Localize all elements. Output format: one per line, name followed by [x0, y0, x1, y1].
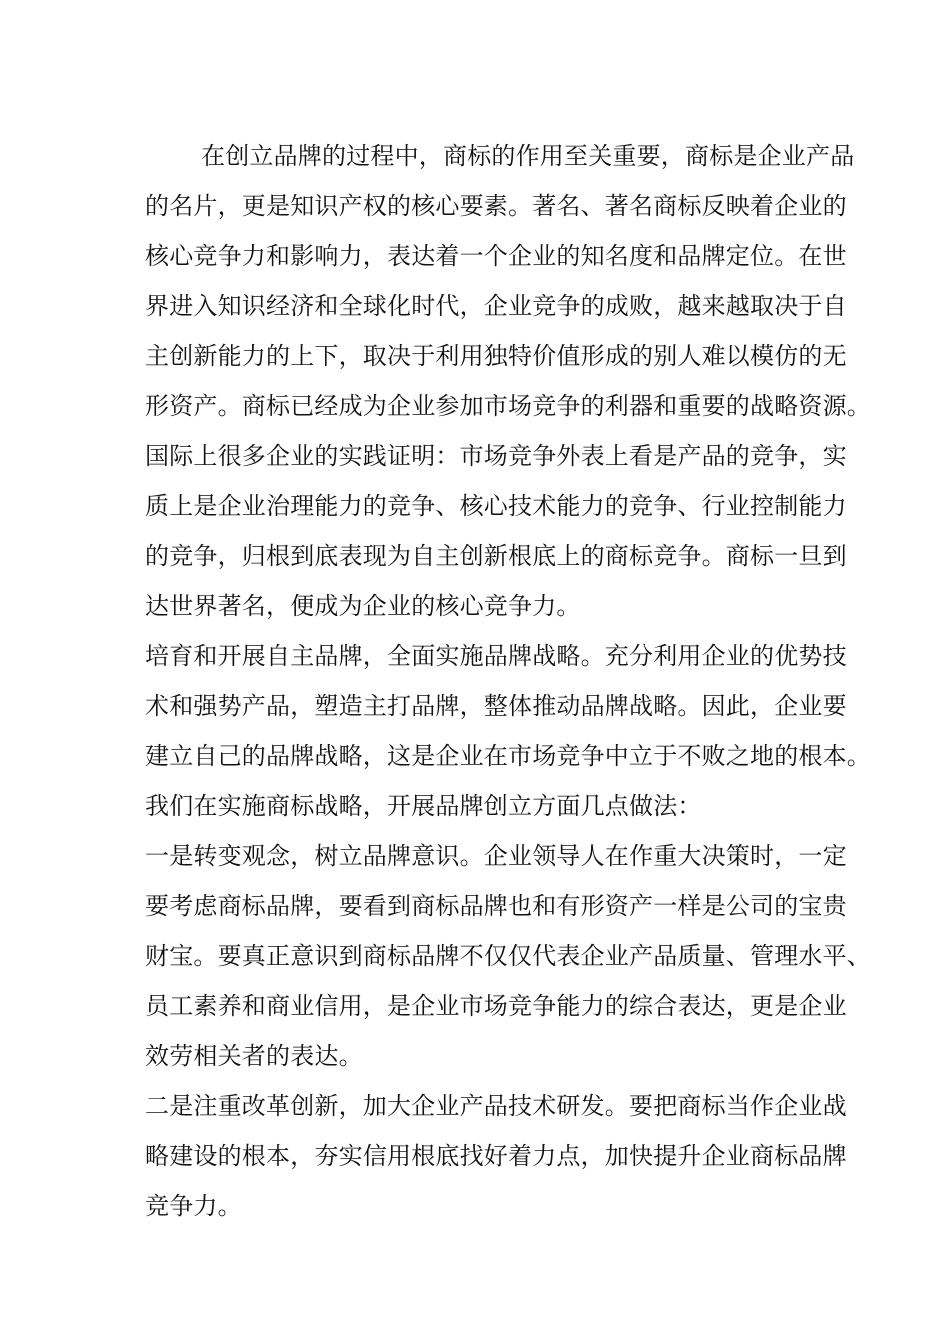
document-body	[145, 131, 871, 1231]
text-line: 达世界著名，便成为企业的核心竞争力。	[145, 592, 581, 620]
text-line: 一是转变观念，树立品牌意识。企业领导人在作重大决策时，一定	[145, 842, 847, 870]
text-line: 形资产。商标已经成为企业参加市场竞争的利器和重要的战略资源。	[145, 392, 871, 420]
text-line: 二是注重改革创新，加大企业产品技术研发。要把商标当作企业战	[145, 1092, 847, 1120]
text-line: 效劳相关者的表达。	[145, 1042, 363, 1070]
text-line: 要考虑商标品牌，要看到商标品牌也和有形资产一样是公司的宝贵	[145, 892, 847, 920]
text-line: 在创立品牌的过程中，商标的作用至关重要，商标是企业产品	[201, 142, 855, 170]
text-line: 国际上很多企业的实践证明：市场竞争外表上看是产品的竞争，实	[145, 442, 847, 470]
text-line: 员工素养和商业信用，是企业市场竞争能力的综合表达，更是企业	[145, 992, 847, 1020]
text-line: 的名片，更是知识产权的核心要素。著名、著名商标反映着企业的	[145, 192, 847, 220]
text-line: 界进入知识经济和全球化时代，企业竞争的成败，越来越取决于自	[145, 292, 847, 320]
text-line: 的竞争，归根到底表现为自主创新根底上的商标竞争。商标一旦到	[145, 542, 847, 570]
text-line: 我们在实施商标战略，开展品牌创立方面几点做法：	[145, 792, 702, 820]
text-line: 质上是企业治理能力的竞争、核心技术能力的竞争、行业控制能力	[145, 492, 847, 520]
text-line: 培育和开展自主品牌，全面实施品牌战略。充分利用企业的优势技	[145, 642, 847, 670]
text-line: 核心竞争力和影响力，表达着一个企业的知名度和品牌定位。在世	[145, 242, 847, 270]
text-line: 财宝。要真正意识到商标品牌不仅仅代表企业产品质量、管理水平、	[145, 942, 871, 970]
text-line: 略建设的根本，夯实信用根底找好着力点，加快提升企业商标品牌	[145, 1142, 847, 1170]
text-line: 术和强势产品，塑造主打品牌，整体推动品牌战略。因此，企业要	[145, 692, 847, 720]
text-line: 主创新能力的上下，取决于利用独特价值形成的别人难以模仿的无	[145, 342, 847, 370]
text-line: 建立自己的品牌战略，这是企业在市场竞争中立于不败之地的根本。	[145, 742, 871, 770]
text-line: 竞争力。	[145, 1192, 242, 1220]
